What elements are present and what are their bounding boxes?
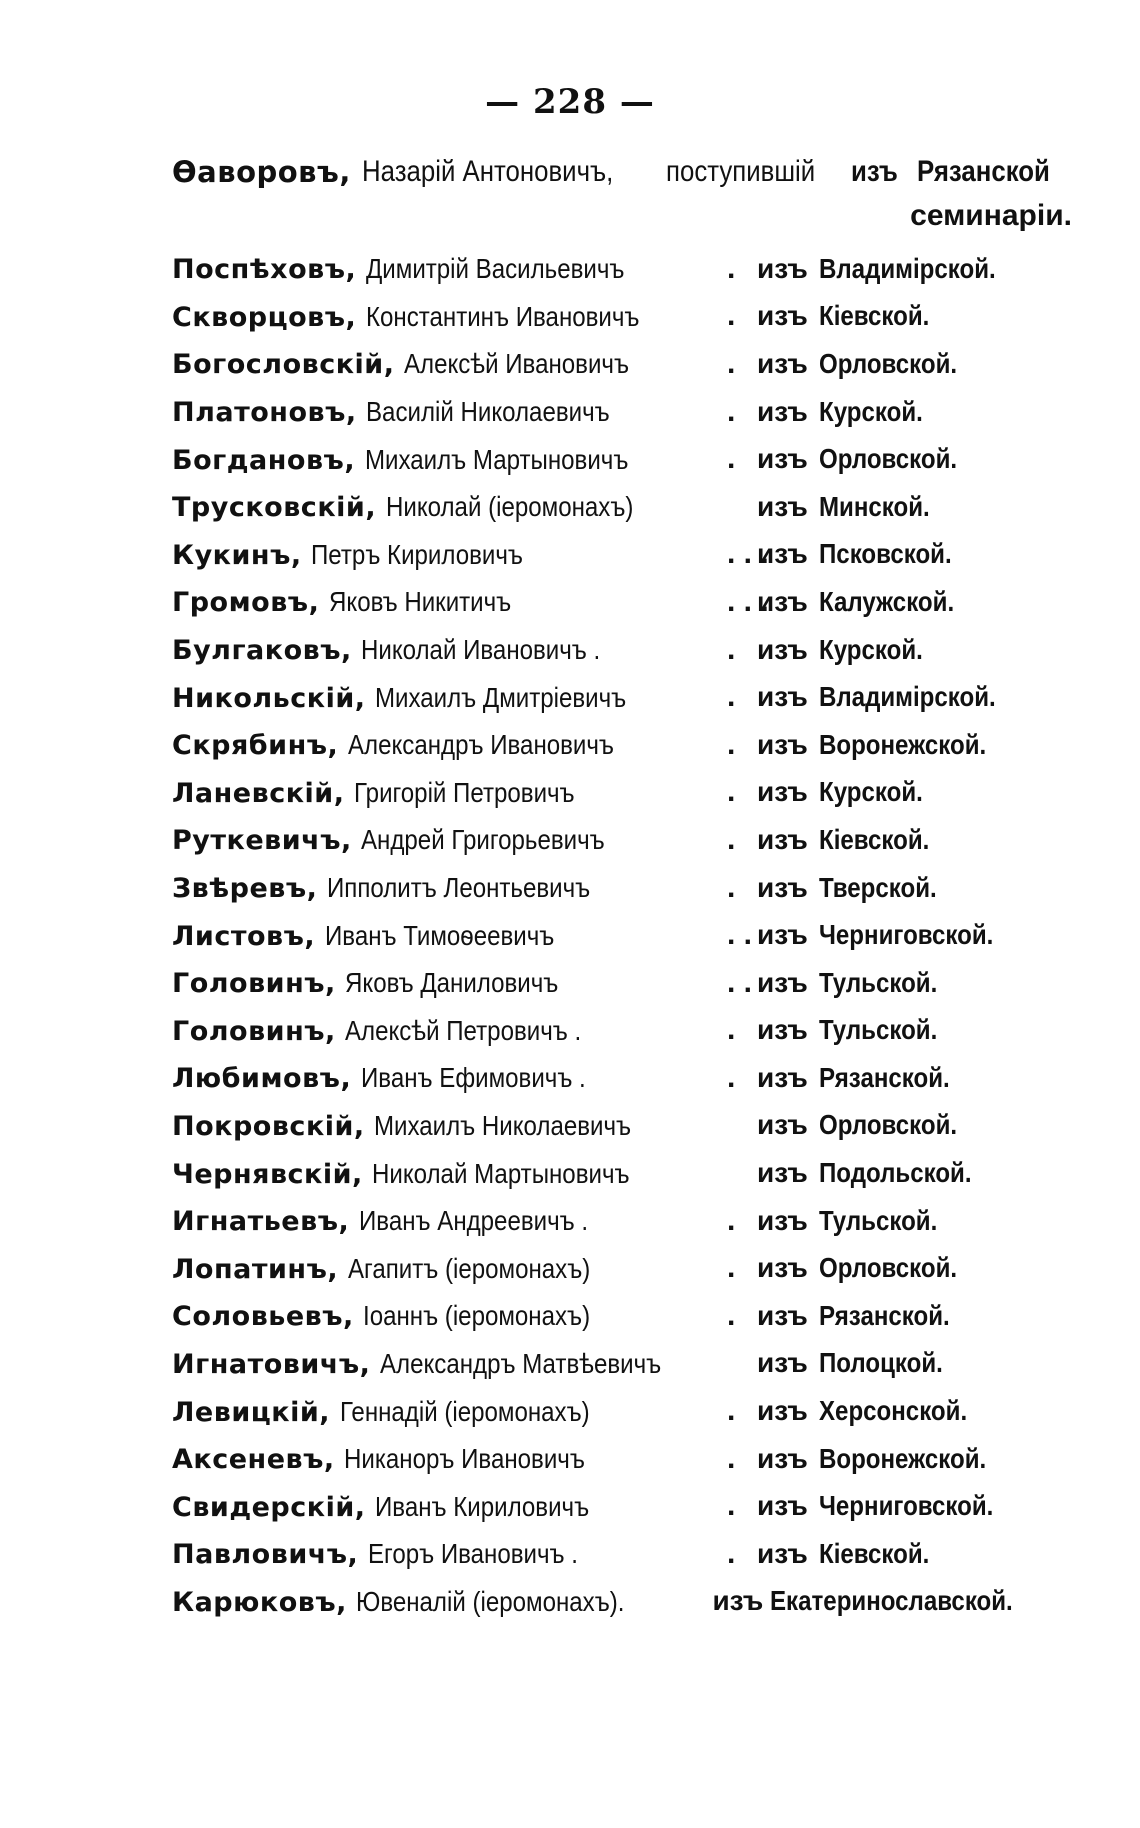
list-item bbox=[172, 1340, 1052, 1388]
entry-given-name: Иванъ Кириловичъ bbox=[375, 1490, 590, 1522]
list-item bbox=[172, 721, 1052, 769]
entries-list bbox=[172, 245, 1052, 1625]
entry-surname: Трусковскій, bbox=[172, 492, 377, 524]
list-item bbox=[172, 673, 1052, 721]
list-item bbox=[172, 1530, 1052, 1578]
entry-dots: . bbox=[727, 1203, 736, 1237]
entry-surname: Громовъ, bbox=[172, 587, 320, 619]
entry-name bbox=[172, 1394, 727, 1429]
entry-given-name: Константинъ Ивановичъ bbox=[365, 300, 640, 332]
list-item bbox=[172, 864, 1052, 912]
entry-given-name: Агапитъ (іеромонахъ) bbox=[347, 1252, 590, 1284]
list-item bbox=[172, 1435, 1052, 1483]
entry-iz: изъ bbox=[757, 1204, 808, 1236]
list-item bbox=[172, 959, 1052, 1007]
entry-dots: . bbox=[727, 442, 736, 476]
entry-name bbox=[172, 727, 727, 762]
entry-iz: изъ bbox=[712, 1585, 764, 1617]
entry-dots: . bbox=[727, 822, 736, 856]
entry-origin: Кіевской. bbox=[819, 823, 930, 855]
entry-iz: изъ bbox=[757, 1109, 808, 1141]
list-item bbox=[172, 626, 1052, 674]
entry-surname: Игнатовичъ, bbox=[172, 1348, 371, 1380]
entry-iz: изъ bbox=[757, 776, 808, 808]
entry-iz: изъ bbox=[757, 1537, 808, 1569]
entry-name bbox=[172, 1441, 727, 1476]
entry-surname: Головинъ, bbox=[172, 968, 336, 1000]
entry-surname: Өаворовъ, bbox=[172, 155, 351, 189]
entry-given-name: Егоръ Ивановичъ . bbox=[367, 1538, 578, 1570]
list-item bbox=[172, 1149, 1052, 1197]
first-entry bbox=[172, 150, 1072, 238]
entry-given-name: Назарій Антоновичъ, bbox=[362, 155, 614, 188]
list-item bbox=[172, 531, 1052, 579]
entry-origin: Орловской. bbox=[819, 443, 958, 475]
entry-given-name: Михаилъ Мартыновичъ bbox=[364, 443, 629, 475]
entry-origin: Херсонской. bbox=[819, 1395, 968, 1427]
entry-dots: . . . bbox=[727, 584, 769, 618]
entry-given-name: Михаилъ Дмитріевичъ bbox=[375, 681, 627, 713]
entry-dots: . bbox=[727, 632, 736, 666]
entry-surname: Соловьевъ, bbox=[172, 1301, 354, 1333]
entry-origin: Владимірской. bbox=[819, 252, 996, 284]
entry-dots: . bbox=[727, 394, 736, 428]
entry-iz: изъ bbox=[757, 443, 808, 475]
entry-dots: . bbox=[727, 870, 736, 904]
entry-surname: Руткевичъ, bbox=[172, 825, 352, 857]
list-item bbox=[172, 769, 1052, 817]
entry-origin: Черниговской. bbox=[819, 1490, 994, 1522]
entry-origin: Тульской. bbox=[819, 1204, 938, 1236]
entry-iz: изъ bbox=[757, 300, 808, 332]
entry-name bbox=[172, 1536, 727, 1571]
entry-name bbox=[172, 1584, 685, 1619]
entry-given-name: Николай Ивановичъ . bbox=[361, 634, 601, 666]
entry-given-name: Иванъ Андреевичъ . bbox=[358, 1205, 588, 1237]
entry-given-name: Николай Мартыновичъ bbox=[372, 1157, 630, 1189]
entry-given-name: Никаноръ Ивановичъ bbox=[344, 1443, 586, 1475]
entry-origin: Кіевской. bbox=[819, 300, 930, 332]
entry-given-name: Михаилъ Николаевичъ bbox=[374, 1109, 632, 1141]
list-item bbox=[172, 1292, 1052, 1340]
entry-origin: Псковской. bbox=[819, 538, 952, 570]
entry-iz: изъ bbox=[757, 1014, 808, 1046]
entry-iz: изъ bbox=[757, 728, 808, 760]
entry-name bbox=[172, 1346, 727, 1381]
entry-name bbox=[172, 489, 727, 524]
entry-name bbox=[172, 299, 727, 334]
entry-name bbox=[172, 346, 727, 381]
entry-name bbox=[172, 1298, 727, 1333]
entry-name bbox=[172, 1203, 727, 1238]
first-entry-line bbox=[172, 150, 1072, 194]
list-item bbox=[172, 1387, 1052, 1435]
entry-surname: Богословскій, bbox=[172, 349, 395, 381]
entry-surname: Карюковъ, bbox=[172, 1586, 347, 1618]
entry-surname: Головинъ, bbox=[172, 1015, 336, 1047]
entry-origin: Кіевской. bbox=[819, 1537, 930, 1569]
entry-iz: изъ bbox=[757, 538, 808, 570]
entry-surname: Павловичъ, bbox=[172, 1539, 359, 1571]
entry-given-name: Ювеналій (іеромонахъ). bbox=[356, 1585, 625, 1617]
entry-origin: Курской. bbox=[819, 776, 923, 808]
entry-name bbox=[172, 965, 727, 1000]
entry-given-name: Ипполитъ Леонтьевичъ bbox=[326, 872, 591, 904]
entry-given-name: Яковъ Даниловичъ bbox=[345, 967, 559, 999]
entry-surname: Листовъ, bbox=[172, 920, 316, 952]
entry-origin: Рязанской. bbox=[819, 1299, 950, 1331]
list-item bbox=[172, 1578, 1052, 1626]
entry-surname: Булгаковъ, bbox=[172, 635, 352, 667]
list-item bbox=[172, 1007, 1052, 1055]
entry-dots: . bbox=[727, 1060, 736, 1094]
entry-surname: Покровскій, bbox=[172, 1110, 365, 1142]
entry-name bbox=[172, 1251, 727, 1286]
entry-given-name: Алексѣй Ивановичъ bbox=[404, 348, 630, 380]
entry-dots: . . bbox=[727, 918, 753, 952]
entry-given-name: Николай (іеромонахъ) bbox=[385, 491, 634, 523]
entry-origin: Курской. bbox=[819, 395, 923, 427]
entry-dots: . bbox=[727, 346, 736, 380]
list-item bbox=[172, 1102, 1052, 1150]
entry-surname: Ланевскій, bbox=[172, 777, 345, 809]
entry-origin: Воронежской. bbox=[819, 728, 987, 760]
entry-iz: изъ bbox=[757, 681, 808, 713]
entry-given-name: Геннадій (іеромонахъ) bbox=[339, 1395, 590, 1427]
entry-name bbox=[172, 870, 727, 905]
entry-origin: Черниговской. bbox=[819, 919, 994, 951]
entry-name bbox=[172, 775, 727, 810]
entry-name bbox=[172, 537, 727, 572]
page-number: — 228 — bbox=[485, 82, 655, 122]
entry-given-name: Иванъ Тимоѳеевичъ bbox=[324, 919, 555, 951]
entry-origin: Тверской. bbox=[819, 871, 937, 903]
entry-dots: . bbox=[727, 775, 736, 809]
entry-iz: изъ bbox=[757, 1442, 808, 1474]
entry-iz: изъ bbox=[757, 1252, 808, 1284]
entry-origin: Курской. bbox=[819, 633, 923, 665]
entry-iz: изъ bbox=[757, 633, 808, 665]
entry-origin: Калужской. bbox=[819, 585, 955, 617]
list-item bbox=[172, 1482, 1052, 1530]
entry-dots: . . . bbox=[727, 537, 769, 571]
entry-name bbox=[172, 680, 727, 715]
entry-name bbox=[172, 584, 727, 619]
entry-iz: изъ bbox=[757, 1347, 808, 1379]
entry-dots: . . bbox=[727, 965, 753, 999]
entry-iz: изъ bbox=[757, 919, 808, 951]
entry-iz: изъ bbox=[757, 966, 808, 998]
list-item bbox=[172, 1054, 1052, 1102]
entry-name bbox=[172, 1013, 727, 1048]
list-item bbox=[172, 340, 1052, 388]
entry-iz: изъ bbox=[757, 1157, 808, 1189]
entry-surname: Платоновъ, bbox=[172, 397, 357, 429]
entry-dots: . bbox=[727, 251, 736, 285]
entry-origin: Орловской. bbox=[819, 1109, 958, 1141]
entry-iz: изъ bbox=[757, 1061, 808, 1093]
list-item bbox=[172, 435, 1052, 483]
entry-iz: изъ bbox=[757, 585, 808, 617]
entry-dots: . bbox=[727, 680, 736, 714]
entry-given-name: Алексѣй Петровичъ . bbox=[345, 1014, 582, 1046]
entry-origin: Тульской. bbox=[819, 966, 938, 998]
list-item bbox=[172, 816, 1052, 864]
entry-given-name: Андрей Григорьевичъ bbox=[361, 824, 606, 856]
entry-given-name: Иванъ Ефимовичъ . bbox=[360, 1062, 586, 1094]
entry-origin: Воронежской. bbox=[819, 1442, 987, 1474]
entry-given-name: Яковъ Никитичъ bbox=[328, 586, 512, 618]
entry-surname: Чернявскій, bbox=[172, 1158, 363, 1190]
entry-dots: . bbox=[727, 1298, 736, 1332]
entry-name bbox=[172, 1156, 727, 1191]
entry-dots: . bbox=[727, 1251, 736, 1285]
entry-surname: Любимовъ, bbox=[172, 1063, 352, 1095]
entry-dots: . bbox=[727, 299, 736, 333]
entry-name bbox=[172, 442, 727, 477]
entry-given-name: Іоаннъ (іеромонахъ) bbox=[363, 1300, 591, 1332]
entry-name bbox=[172, 1060, 727, 1095]
entry-surname: Богдановъ, bbox=[172, 444, 356, 476]
entry-surname: Никольскій, bbox=[172, 682, 366, 714]
entry-given-name: Александръ Матвѣевичъ bbox=[379, 1347, 662, 1379]
entry-iz: изъ bbox=[757, 347, 808, 379]
entry-given-name: Петръ Кириловичъ bbox=[311, 538, 524, 570]
entry-dots: . bbox=[727, 1536, 736, 1570]
entry-name bbox=[172, 394, 727, 429]
entry-iz: изъ bbox=[757, 1395, 808, 1427]
entry-origin: Орловской. bbox=[819, 347, 958, 379]
list-item bbox=[172, 388, 1052, 436]
entry-given-name: Александръ Ивановичъ bbox=[347, 729, 614, 761]
entry-origin: Рязанской bbox=[917, 155, 1051, 188]
list-item bbox=[172, 911, 1052, 959]
entry-surname: Поспѣховъ, bbox=[172, 254, 357, 286]
entry-name bbox=[172, 1489, 727, 1524]
entry-origin: Рязанской. bbox=[819, 1061, 950, 1093]
entry-dots: . bbox=[727, 1441, 736, 1475]
entry-surname: Кукинъ, bbox=[172, 539, 302, 571]
entry-origin: Подольской. bbox=[819, 1157, 972, 1189]
entry-given-name: Григорій Петровичъ bbox=[354, 776, 575, 808]
entry-name bbox=[172, 632, 727, 667]
entry-status: поступившій bbox=[666, 155, 816, 188]
entry-iz: изъ bbox=[757, 1490, 808, 1522]
entry-surname: Игнатьевъ, bbox=[172, 1206, 350, 1238]
entry-origin: Екатеринославской. bbox=[769, 1585, 1013, 1617]
entry-name bbox=[172, 1108, 727, 1143]
entry-dots: . bbox=[727, 1394, 736, 1428]
entry-origin: Полоцкой. bbox=[819, 1347, 943, 1379]
list-item bbox=[172, 245, 1052, 293]
entry-iz: изъ bbox=[851, 155, 899, 188]
entry-iz: изъ bbox=[757, 823, 808, 855]
entry-origin: Владимірской. bbox=[819, 681, 996, 713]
entry-iz: изъ bbox=[757, 871, 808, 903]
list-item bbox=[172, 1244, 1052, 1292]
entry-dots: . bbox=[727, 1013, 736, 1047]
entry-dots: . bbox=[727, 1489, 736, 1523]
entry-surname: Свидерскій, bbox=[172, 1491, 366, 1523]
entry-given-name: Димитрій Васильевичъ bbox=[365, 253, 625, 285]
entry-origin: Минской. bbox=[819, 490, 930, 522]
entry-origin: Тульской. bbox=[819, 1014, 938, 1046]
list-item bbox=[172, 578, 1052, 626]
list-item bbox=[172, 1197, 1052, 1245]
entry-name bbox=[172, 251, 727, 286]
entry-name bbox=[172, 918, 727, 953]
entry-dots: . bbox=[727, 727, 736, 761]
entry-surname: Скворцовъ, bbox=[172, 301, 357, 333]
entry-name bbox=[172, 822, 727, 857]
entry-surname: Левицкій, bbox=[172, 1396, 331, 1428]
entry-iz: изъ bbox=[757, 395, 808, 427]
entry-surname: Звѣревъ, bbox=[172, 873, 318, 905]
entry-surname: Скрябинъ, bbox=[172, 730, 339, 762]
entry-given-name: Василій Николаевичъ bbox=[366, 396, 610, 428]
entry-iz: изъ bbox=[757, 490, 808, 522]
list-item bbox=[172, 483, 1052, 531]
entry-origin: Орловской. bbox=[819, 1252, 958, 1284]
list-item bbox=[172, 293, 1052, 341]
entry-surname: Лопатинъ, bbox=[172, 1253, 339, 1285]
entry-iz: изъ bbox=[757, 1299, 808, 1331]
entry-surname: Аксеневъ, bbox=[172, 1444, 335, 1476]
entry-continuation: семинаріи. bbox=[910, 199, 1072, 232]
entry-iz: изъ bbox=[757, 252, 808, 284]
